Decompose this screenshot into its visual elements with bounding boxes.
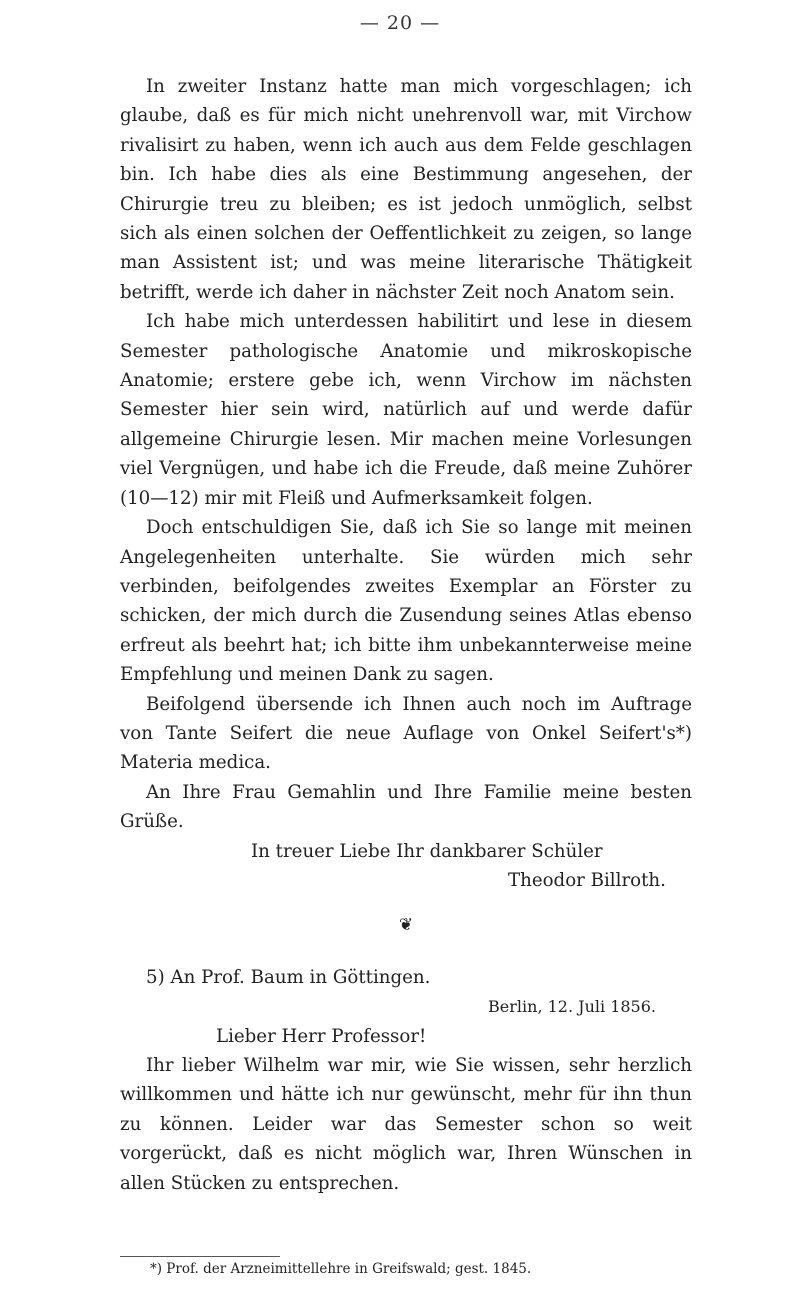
paragraph: Ich habe mich unterdessen habilitirt und lese in diesem Semester pathologische Anatomie und mikroskopische Anatomie; erstere gebe ich, wenn Virchow im nächsten Semester hier sein wird, natürlich auf und werde dafür allgemeine Chirurgie lesen. Mir machen meine Vorlesungen viel Vergnügen, und habe ich die Freude, daß meine Zuhörer (10—12) mir mit Fleiß und Aufmerksamkeit folgen. [120, 311, 692, 509]
paragraph: Ihr lieber Wilhelm war mir, wie Sie wissen, sehr herzlich willkommen und hätte ich nur gewünscht, mehr für ihn thun zu können. Leider war das Semester schon so weit vorgerückt, daß es nicht möglich war, Ihren Wünschen in allen Stücken zu entsprechen. [120, 1055, 692, 1194]
footnote: *) Prof. der Arzneimittellehre in Greifswald; gest. 1845. [150, 1261, 532, 1277]
letter-salutation: Lieber Herr Professor! [216, 1025, 427, 1047]
letter-closing: In treuer Liebe Ihr dankbarer Schüler [251, 840, 603, 862]
page-body [120, 72, 692, 1198]
page-number: — 20 — [359, 12, 441, 34]
paragraph: In zweiter Instanz hatte man mich vorgeschlagen; ich glaube, daß es für mich nicht unehrenvoll war, mit Virchow rivalisirt zu haben, wenn ich auch aus dem Felde geschlagen bin. Ich habe dies als eine Bestimmung angesehen, der Chirurgie treu zu bleiben; es ist jedoch unmöglich, selbst sich als einen solchen der Oeffentlichkeit zu zeigen, so lange man Assistent ist; und was meine literarische Thätigkeit betrifft, werde ich daher in nächster Zeit noch Anatom sein. [120, 76, 692, 303]
fleuron-ornament: ❦ [398, 915, 414, 936]
letter-dateline: Berlin, 12. Juli 1856. [488, 997, 656, 1017]
paragraph: Beifolgend übersende ich Ihnen auch noch im Auftrage von Tante Seifert die neue Auflage von Onkel Seifert's*) Materia medica. [120, 693, 692, 774]
footnote-rule [120, 1256, 280, 1257]
paragraph: An Ihre Frau Gemahlin und Ihre Familie meine besten Grüße. [120, 781, 692, 833]
signature: Theodor Billroth. [508, 869, 666, 891]
letter-heading: 5) An Prof. Baum in Göttingen. [146, 966, 431, 988]
paragraph: Doch entschuldigen Sie, daß ich Sie so lange mit meinen Angelegenheiten unterhalte. Sie würden mich sehr verbinden, beifolgendes zweites Exemplar an Förster zu schicken, der mich durch die Zusendung seines Atlas ebenso erfreut als beehrt hat; ich bitte ihm unbekannterweise meine Empfehlung und meinen Dank zu sagen. [120, 517, 692, 686]
